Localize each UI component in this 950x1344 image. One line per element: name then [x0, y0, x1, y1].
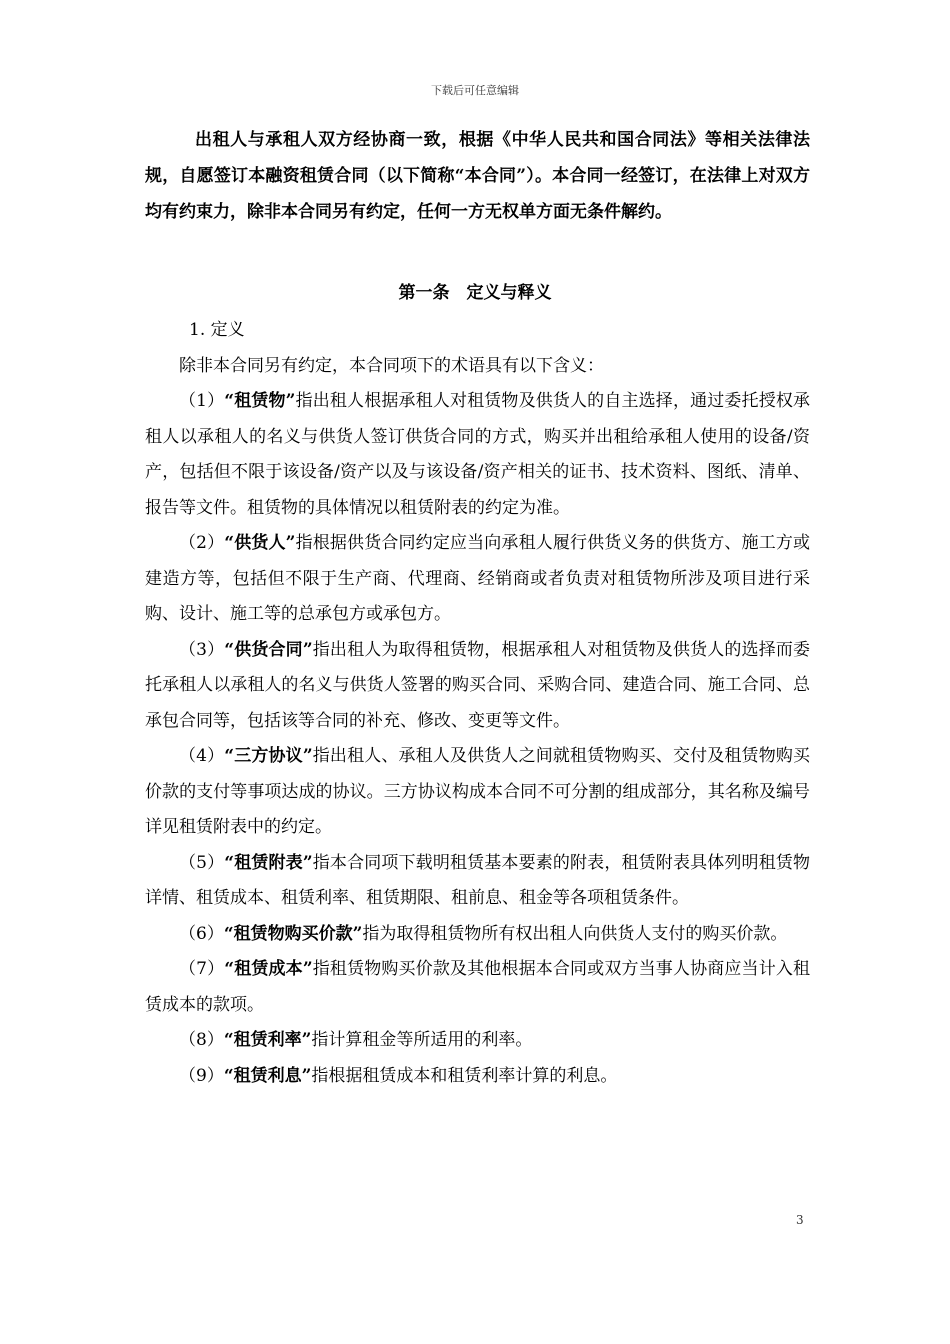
definition-number: （8）: [179, 1030, 224, 1050]
definition-number: （7）: [179, 959, 225, 979]
definition-term: “租赁利息”: [223, 1065, 312, 1086]
definition-number: （1）: [179, 391, 225, 411]
section-heading: 1. 定义: [189, 320, 245, 340]
definition-text: 指根据租赁成本和租赁利率计算的利息。: [311, 1065, 618, 1086]
definition-number: （6）: [179, 923, 224, 944]
definitions-section: [145, 313, 810, 1094]
definition-item: [145, 952, 810, 1023]
definition-term: “租赁附表”: [224, 852, 313, 873]
definition-term: “租赁利率”: [223, 1030, 312, 1050]
definition-item: [145, 633, 810, 740]
definition-text: 指租赁物购买价款及其他根据本合同或双方当事人协商应当计入租赁成本的款项。: [145, 959, 811, 1015]
definition-term: “租赁成本”: [224, 959, 313, 979]
definition-term: “租赁物”: [224, 391, 296, 411]
definition-item: [145, 1059, 810, 1095]
definition-item: [145, 1023, 810, 1059]
definition-item: [145, 846, 810, 917]
definition-text: 指本合同项下载明租赁基本要素的附表，租赁附表具体列明租赁物详情、租赁成本、租赁利率、租赁期限、租前息、租金等各项租赁条件。: [145, 852, 811, 908]
page-header: 下载后可任意编辑: [431, 84, 519, 97]
definition-number: （3）: [179, 639, 225, 660]
definition-number: （9）: [179, 1065, 224, 1086]
section-lead: 除非本合同另有约定，本合同项下的术语具有以下含义：: [179, 355, 604, 376]
definition-term: “供货人”: [224, 533, 296, 553]
article-title: 第一条 定义与释义: [398, 283, 552, 303]
definition-number: （5）: [179, 852, 225, 873]
definition-item: [145, 526, 810, 633]
definition-item: [145, 384, 810, 526]
definition-text: 指为取得租赁物所有权出租人向供货人支付的购买价款。: [362, 923, 788, 944]
definition-text: 指出租人、承租人及供货人之间就租赁物购买、交付及租赁物购买价款的支付等事项达成的协议。三方协议构成本合同不可分割的组成部分，其名称及编号详见租赁附表中的约定。: [145, 746, 811, 837]
definition-text: 指出租人根据承租人对租赁物及供货人的自主选择，通过委托授权承租人以承租人的名义与供货人签订供货合同的方式，购买并出租给承租人使用的设备/资产，包括但不限于该设备/资产以及与该设备/资产相关的证书、技术资料、图纸、清单、报告等文件。租赁物的具体情况以租赁附表的约定为准。: [145, 391, 810, 518]
definition-item: [145, 739, 810, 846]
definition-item: [145, 917, 810, 953]
definition-text: 指计算租金等所适用的利率。: [311, 1030, 533, 1050]
definition-term: “供货合同”: [224, 639, 313, 660]
definition-text: 指根据供货合同约定应当向承租人履行供货义务的供货方、施工方或建造方等，包括但不限于生产商、代理商、经销商或者负责对租赁物所涉及项目进行采购、设计、施工等的总承包方或承包方。: [145, 533, 810, 624]
definition-term: “租赁物购买价款”: [223, 923, 363, 944]
definition-text: 指出租人为取得租赁物，根据承租人对租赁物及供货人的选择而委托承租人以承租人的名义与供货人签署的购买合同、采购合同、建造合同、施工合同、总承包合同等，包括该等合同的补充、修改、变更等文件。: [145, 639, 811, 731]
definition-term: “三方协议”: [224, 746, 313, 766]
intro-paragraph: 出租人与承租人双方经协商一致，根据《中华人民共和国合同法》等相关法律法规，自愿签订本融资租赁合同（以下简称“本合同”）。本合同一经签订，在法律上对双方均有约束力，除非本合同另有约定，任何一方无权单方面无条件解约。: [145, 130, 810, 222]
definition-number: （4）: [179, 746, 225, 766]
page-number: 3: [796, 1213, 804, 1227]
definition-number: （2）: [179, 533, 225, 553]
